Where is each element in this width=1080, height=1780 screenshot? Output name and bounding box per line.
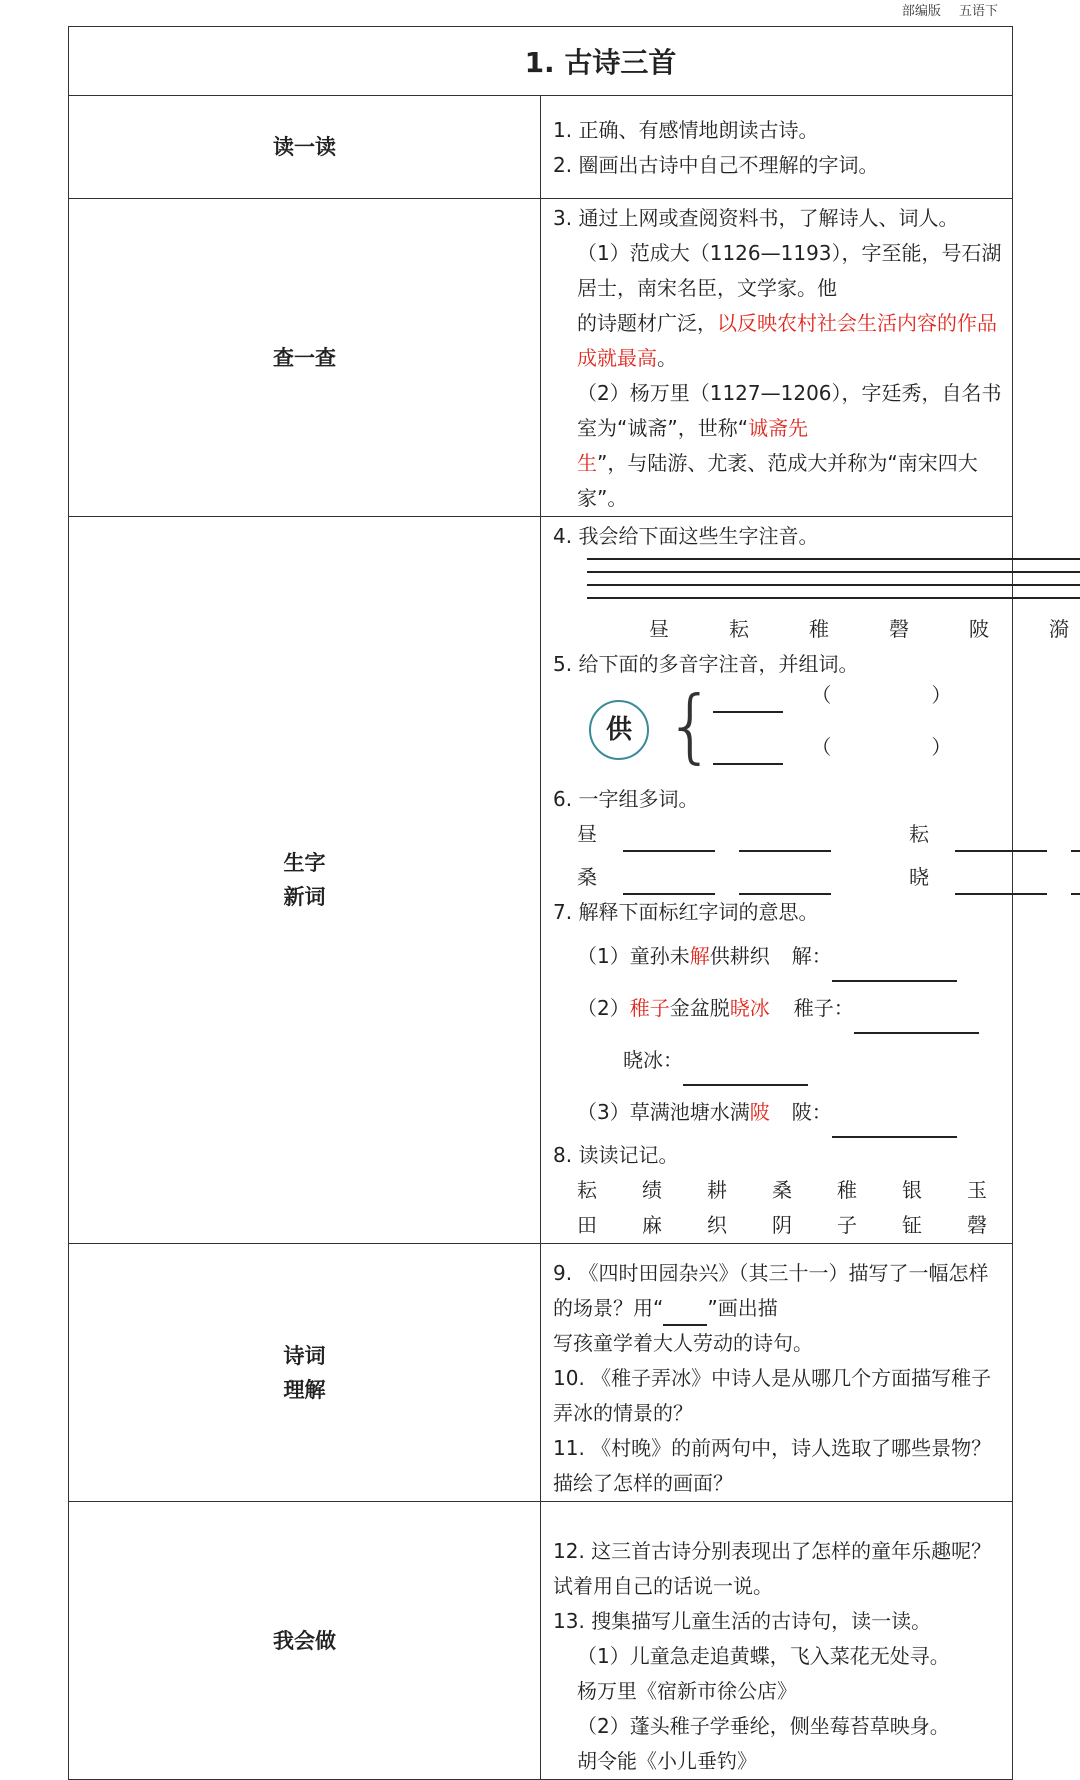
polyphone-row-1: （ ） (713, 678, 951, 713)
memo-word: 稚子 (837, 1178, 857, 1237)
explain-blank[interactable] (683, 1060, 808, 1086)
word-blank[interactable] (739, 869, 831, 895)
red-word: 解 (689, 944, 710, 968)
grid-char: 耘 (909, 822, 929, 846)
new-char: 磬 (889, 617, 909, 641)
fan-cont: 的诗题材广泛， (577, 311, 717, 335)
fan-end: 。 (657, 346, 677, 370)
author-fan (553, 236, 1002, 306)
section-label-poem (69, 1244, 541, 1502)
section-label-do: 我会做 (69, 1502, 541, 1780)
memo-word: 绩麻 (642, 1178, 662, 1237)
section-poem (541, 1244, 1013, 1502)
polyphone-row-2: （ ） (713, 730, 951, 765)
title-cell (69, 27, 1013, 96)
poem-label-1: 诗词 (283, 1343, 326, 1368)
word-grid (577, 817, 1002, 895)
explain-blank[interactable] (832, 1112, 957, 1138)
grid-char: 晓 (909, 865, 929, 889)
word-blank[interactable] (1071, 826, 1080, 852)
pinyin-writing-lines (587, 558, 1080, 610)
worksheet-table (68, 26, 1069, 1780)
fan-highlight: 以反映农村社会生活内容的作品成就最高 (577, 311, 997, 370)
grade-label: 五语下 (958, 4, 998, 19)
new-char: 稚 (809, 617, 829, 641)
section-label-check: 查一查 (69, 199, 541, 517)
q5-text: 5. 给下面的多音字注音，并组词。 (553, 652, 859, 676)
section-label-words (69, 517, 541, 1244)
new-char: 耘 (729, 617, 749, 641)
poem-source-1: 杨万里《宿新市徐公店》 (577, 1679, 797, 1703)
q3-text: 3. 通过上网或查阅资料书，了解诗人、词人。 (553, 206, 959, 230)
new-char: 昼 (649, 617, 669, 641)
q11-text: 11. 《村晚》的前两句中，诗人选取了哪些景物？描绘了怎样的画面？ (553, 1436, 992, 1495)
poem-line-1: （1）儿童急走追黄蝶，飞入菜花无处寻。杨万里《宿新市徐公店》 (577, 1644, 950, 1703)
yang-highlight-a: 诚斋先 (748, 416, 809, 440)
q9-text-cont: 写孩童学着大人劳动的诗句。 (553, 1331, 813, 1355)
word-blank[interactable] (955, 869, 1047, 895)
section-do (541, 1502, 1013, 1780)
words-label-1: 生字 (283, 851, 326, 875)
memo-word: 银钲 (902, 1178, 922, 1237)
q13-text: 13. 搜集描写儿童生活的古诗句，读一读。 (553, 1609, 932, 1633)
edition-tag (888, 0, 998, 19)
new-chars-row (649, 612, 1069, 647)
memo-word: 桑阴 (772, 1178, 792, 1237)
word-blank[interactable] (1071, 869, 1080, 895)
memo-word: 耕织 (707, 1178, 727, 1237)
memo-word: 耘田 (577, 1178, 597, 1237)
word-blank[interactable] (955, 826, 1047, 852)
q8-text: 8. 读读记记。 (553, 1143, 679, 1167)
word-blank[interactable] (623, 869, 715, 895)
section-check (541, 199, 1013, 517)
explain-blank[interactable] (832, 956, 957, 982)
explain-row-1: （1）童孙未解供耕织 解： (553, 930, 1002, 982)
red-word: 晓冰 (729, 996, 770, 1020)
page-title: 1. 古诗三首 (524, 46, 677, 79)
pinyin-blank[interactable] (713, 687, 783, 713)
q12-text: 12. 这三首古诗分别表现出了怎样的童年乐趣呢？试着用自己的话说一说。 (553, 1539, 992, 1598)
edition-label: 部编版 (901, 4, 941, 19)
q7-text: 7. 解释下面标红字词的意思。 (553, 900, 819, 924)
memo-word: 玉磬 (967, 1178, 987, 1237)
q9-text: 9. 《四时田园杂兴》（其三十一）描写了一幅怎样的场景？用“ ”画出描 (553, 1256, 1002, 1326)
author-fan-cont (553, 306, 1002, 376)
word-blank[interactable] (623, 826, 715, 852)
q10-text: 10. 《稚子弄冰》中诗人是从哪几个方面描写稚子弄冰的情景的？ (553, 1366, 992, 1425)
section-label-read: 读一读 (69, 96, 541, 199)
q6-text: 6. 一字组多词。 (553, 787, 699, 811)
explain-blank[interactable] (854, 1008, 979, 1034)
polyphone-char: 供 (589, 700, 649, 760)
explain-row-2: （2）稚子金盆脱晓冰 稚子：晓冰： (553, 982, 1002, 1086)
fan-intro: （1）范成大（1126—1193），字至能，号石湖居士，南宋名臣，文学家。他 (577, 241, 1002, 300)
poem-label-2: 理解 (283, 1377, 326, 1402)
q4-text: 4. 我会给下面这些生字注音。 (553, 524, 819, 548)
author-yang-cont (553, 446, 1002, 516)
section-words (541, 517, 1069, 1244)
read-item-1: 1. 正确、有感情地朗读古诗。 (553, 118, 819, 142)
yang-highlight-b: 生 (577, 451, 597, 475)
yang-intro: （2）杨万里（1127—1206），字廷秀，自名书室为“诚斋”，世称“ (577, 381, 1002, 440)
new-char: 陂 (969, 617, 989, 641)
word-blank[interactable] (739, 826, 831, 852)
explain-row-3: （3）草满池塘水满陂 陂： (553, 1086, 1002, 1138)
yang-end: ”，与陆游、尤袤、范成大并称为“南宋四大家”。 (577, 451, 978, 510)
red-word: 陂 (749, 1100, 770, 1124)
poem-source-2: 胡令能《小儿垂钓》 (577, 1749, 757, 1773)
memo-words (577, 1173, 1002, 1243)
section-read (541, 96, 1013, 199)
new-char: 漪 (1049, 617, 1069, 641)
poem-line-2: （2）蓬头稚子学垂纶，侧坐莓苔草映身。胡令能《小儿垂钓》 (577, 1714, 950, 1773)
underline-sample (663, 1304, 707, 1326)
grid-char: 昼 (577, 822, 597, 846)
read-item-2: 2. 圈画出古诗中自己不理解的字词。 (553, 153, 879, 177)
author-yang (553, 376, 1002, 446)
pinyin-blank[interactable] (713, 739, 783, 765)
grid-char: 桑 (577, 865, 597, 889)
polyphone-block (553, 679, 1002, 782)
brace-icon: { (665, 679, 716, 772)
words-label-2: 新词 (283, 885, 326, 909)
red-word: 稚子 (629, 996, 670, 1020)
